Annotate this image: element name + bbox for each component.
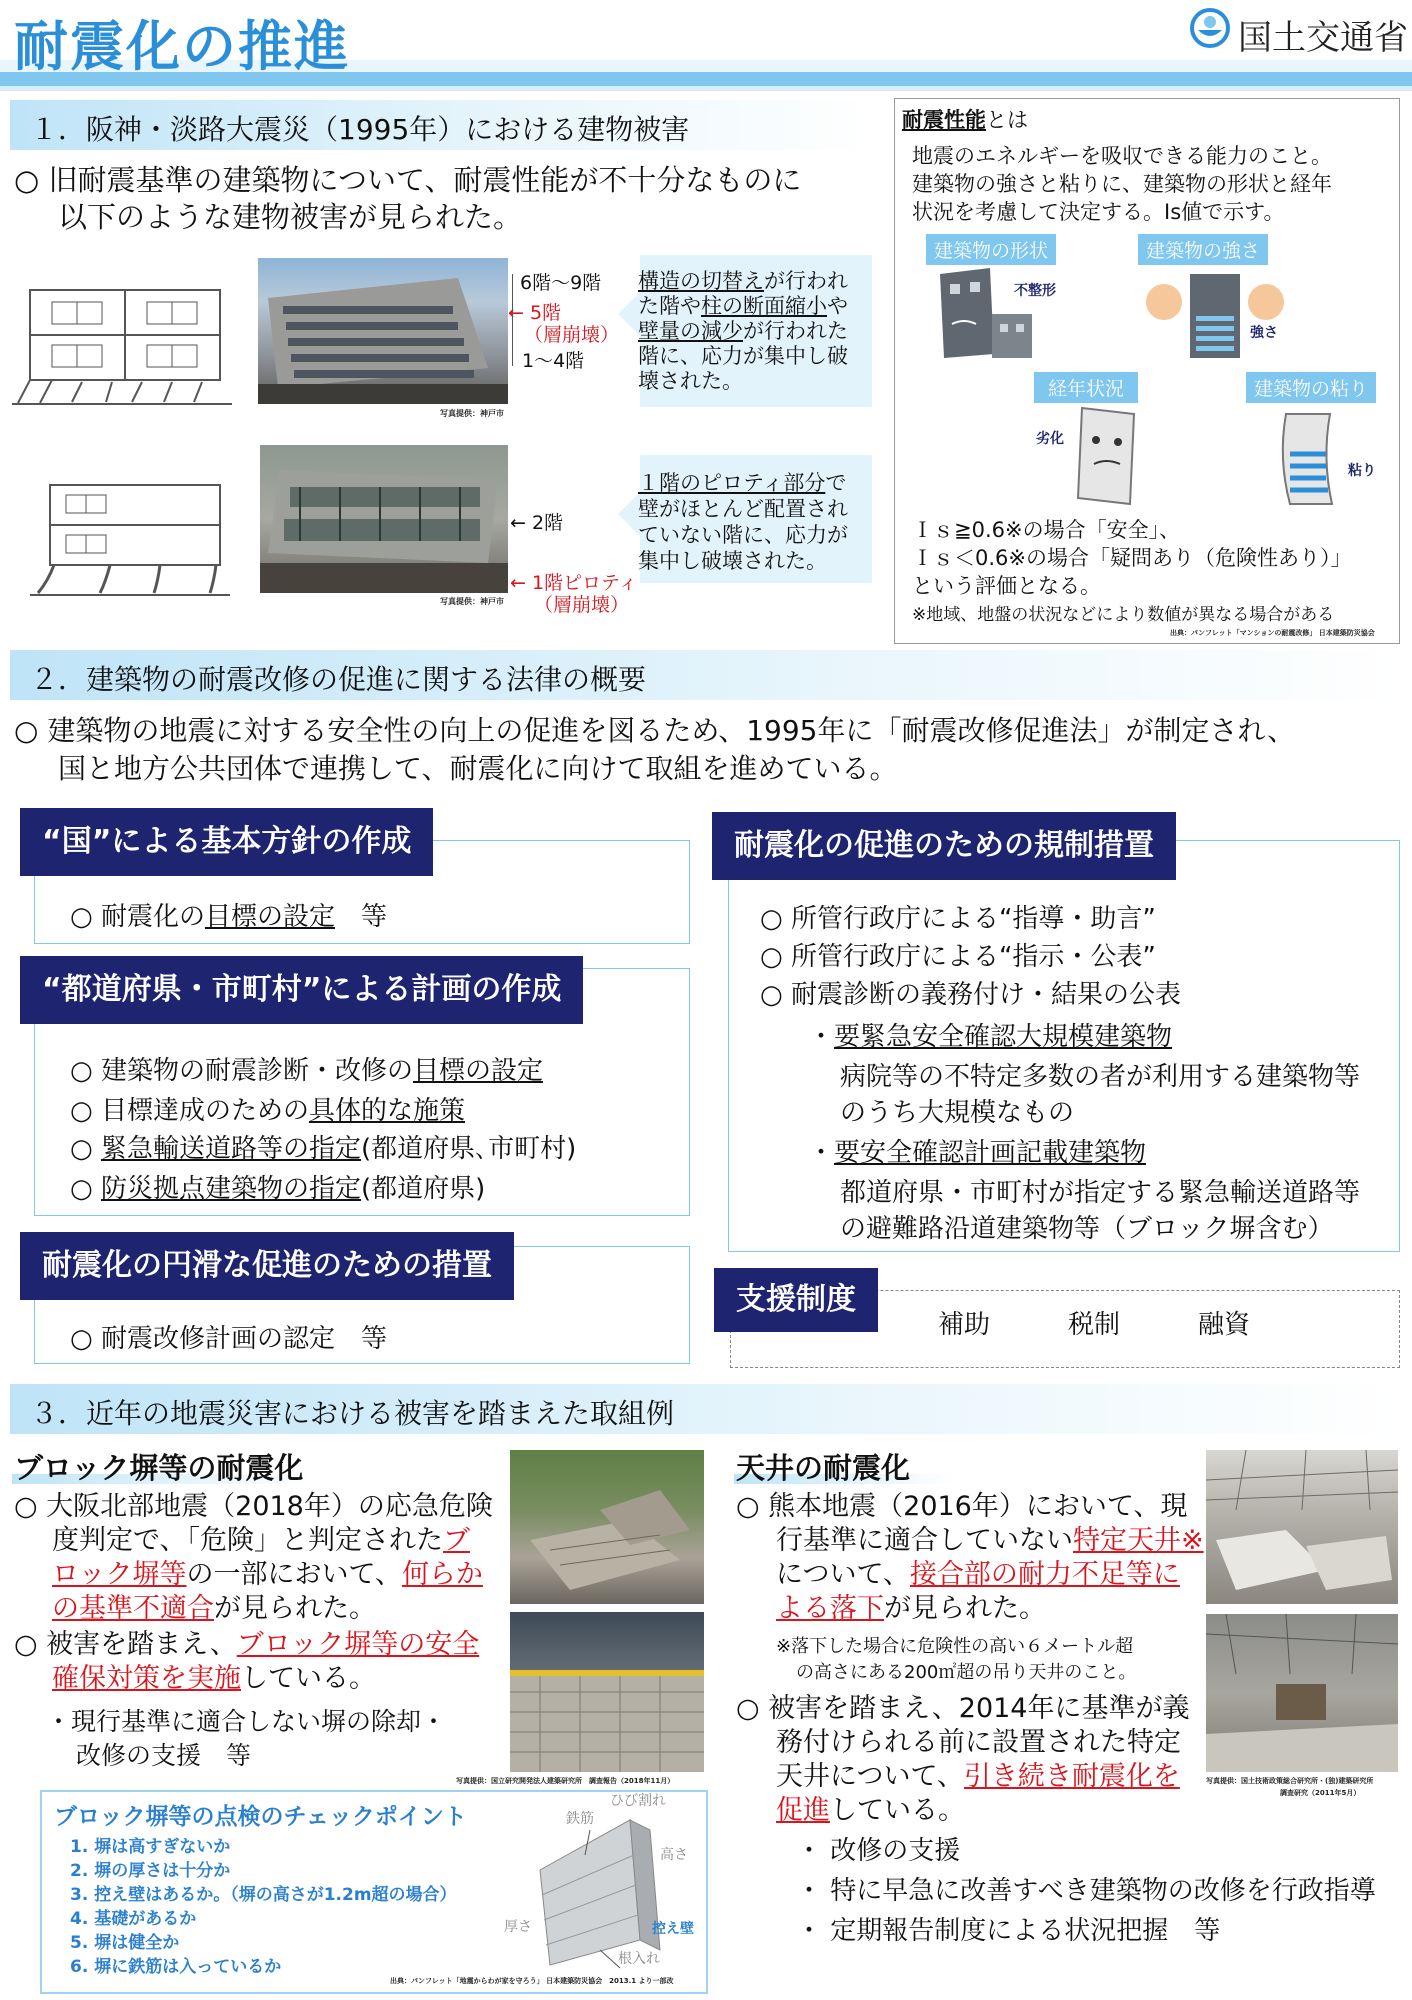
building-sketch-2 (30, 475, 230, 600)
diagram-label-thickness: 厚さ (504, 1919, 532, 1935)
national-policy-item: ○ 耐震化の目標の設定 等 (70, 902, 387, 932)
performance-desc-line3: 状況を考慮して決定する。Is値で示す。 (912, 200, 1285, 224)
case1-callout-arrow (618, 292, 640, 336)
section1-heading: １．阪神・淡路大震災（1995年）における建物被害 (30, 113, 690, 146)
checkpoint-item5: 5. 塀は健全か (70, 1933, 180, 1953)
support-system-title: 支援制度 (714, 1268, 878, 1332)
checkpoint-title: ブロック塀等の点検のチェックポイント (54, 1804, 467, 1830)
block-p1-line1: ○ 大阪北部地震（2018年）の応急危険 (14, 1491, 493, 1522)
case1-callout-line1: 構造の切替えが行われ (638, 269, 848, 293)
block-p1-line4: の基準不適合が見られた。 (52, 1593, 376, 1624)
regulation-sub1-desc1: 病院等の不特定多数の者が利用する建築物等 (840, 1062, 1361, 1092)
support-item-subsidy: 補助 (938, 1310, 991, 1340)
tag-aging: 経年状況 (1034, 372, 1138, 403)
case1-label-lower-floors: 1～4階 (522, 350, 585, 372)
collapsed-block-wall-photo (510, 1450, 704, 1604)
case2-callout-line1: １階のピロティ部分で (638, 471, 847, 495)
case1-callout-line3: 壁量の減少が行われた (638, 319, 848, 343)
diagram-label-height: 高さ (660, 1847, 688, 1863)
damaged-building-photo-1 (258, 258, 508, 404)
block-p2-line1: ○ 被害を踏まえ、ブロック塀等の安全 (14, 1629, 480, 1660)
local-plan-item1: ○ 建築物の耐震診断・改修の目標の設定 (70, 1056, 543, 1086)
checkpoint-item1: 1. 塀は高すぎないか (70, 1837, 231, 1857)
tag-building-strength: 建築物の強さ (1138, 234, 1268, 265)
diagram-label-buttress: 控え壁 (652, 1921, 694, 1937)
regulation-sub2: ・要安全確認計画記載建築物 (808, 1138, 1147, 1168)
is-value-conclusion: という評価となる。 (912, 574, 1101, 598)
section2-heading: ２．建築物の耐震改修の促進に関する法律の概要 (30, 663, 647, 696)
aged-building-icon (1060, 400, 1160, 510)
checkpoint-item2: 2. 塀の厚さは十分か (70, 1861, 231, 1881)
section1-bullet-line1: ○ 旧耐震基準の建築物について、耐震性能が不十分なものに (14, 163, 802, 197)
is-value-doubt: Ｉｓ＜0.6※の場合「疑問あり（危険性あり）」 (912, 546, 1352, 570)
case2-label-collapse: （層崩壊） (534, 594, 630, 616)
smooth-promotion-item: ○ 耐震改修計画の認定 等 (70, 1324, 387, 1354)
local-plan-item2: ○ 目標達成のための具体的な施策 (70, 1096, 465, 1126)
ceiling-p2-line4: 促進している。 (776, 1795, 965, 1826)
tag-building-ductility: 建築物の粘り (1246, 372, 1376, 403)
checkpoint-item3: 3. 控え壁はあるか。（塀の高さが1.2m超の場合） (70, 1885, 457, 1905)
fallen-ceiling-photo-1 (1206, 1450, 1398, 1604)
label-deterioration: 劣化 (1036, 431, 1064, 447)
performance-note: ※地域、地盤の状況などにより数値が異なる場合がある (912, 605, 1335, 625)
block-p1-line3: ロック塀等の一部において、何らか (52, 1559, 483, 1590)
section3-heading: ３．近年の地震災害における被害を踏まえた取組例 (30, 1397, 675, 1430)
ceiling-support-item3: ・ 定期報告制度による状況把握 等 (796, 1916, 1221, 1946)
regulation-sub2-desc2: の避難路沿道建築物等（ブロック塀含む） (840, 1214, 1334, 1244)
block-wall-diagram (530, 1800, 690, 1970)
damaged-building-photo-2 (260, 445, 508, 593)
smooth-promotion-title: 耐震化の円滑な促進のための措置 (20, 1232, 514, 1300)
regulation-title: 耐震化の促進のための規制措置 (712, 812, 1176, 880)
page-title: 耐震化の推進 (14, 15, 350, 78)
case2-callout-line3: ていない階に、応力が (638, 523, 848, 547)
support-item-financing: 融資 (1198, 1310, 1251, 1340)
national-policy-title: “国”による基本方針の作成 (20, 808, 433, 876)
block-wall-photo (510, 1612, 704, 1772)
local-plan-item3: ○ 緊急輸送道路等の指定(都道府県､市町村) (70, 1134, 577, 1164)
block-wall-title: ブロック塀等の耐震化 (14, 1451, 304, 1485)
case2-callout-line2: 壁がほとんど配置され (638, 497, 848, 521)
performance-desc-line1: 地震のエネルギーを吸収できる能力のこと。 (912, 144, 1332, 168)
ceiling-p1-line2: 行基準に適合していない特定天井※ (776, 1525, 1204, 1556)
label-strength: 強さ (1250, 325, 1278, 341)
performance-desc-line2: 建築物の強さと粘りに、建築物の形状と経年 (912, 172, 1332, 196)
diagram-label-crack: ひび割れ (610, 1793, 666, 1809)
block-p3-line1: ・現行基準に適合しない塀の除却・ (46, 1707, 447, 1736)
support-item-tax: 税制 (1068, 1310, 1121, 1340)
is-value-safe: Ｉｓ≧0.6※の場合「安全」、 (912, 518, 1181, 542)
case2-callout-arrow (618, 492, 640, 536)
block-photo-credit: 写真提供：国立研究開発法人建築研究所 調査報告（2018年11月） (456, 1777, 675, 1785)
local-plan-title: “都道府県・市町村”による計画の作成 (20, 956, 583, 1024)
case2-label-piloti: ← 1階ピロティ (510, 572, 638, 594)
performance-title: 耐震性能とは (902, 108, 1028, 132)
strong-building-icon (1140, 262, 1290, 362)
diagram-label-embedment: 根入れ (618, 1951, 660, 1967)
header-band-light (0, 86, 1412, 91)
case1-bracket (512, 274, 521, 366)
ceiling-support-item1: ・ 改修の支援 (796, 1836, 961, 1866)
regulation-sub1: ・要緊急安全確認大規模建築物 (808, 1022, 1173, 1052)
checkpoint-item6: 6. 塀に鉄筋は入っているか (70, 1957, 282, 1977)
block-p3-line2: 改修の支援 等 (76, 1741, 252, 1770)
photo-credit-1: 写真提供：神戸市 (440, 409, 504, 418)
case1-label-upper-floors: 6階～9階 (520, 272, 602, 294)
section2-intro-line2: 国と地方公共団体で連携して、耐震化に向けて取組を進めている。 (58, 752, 898, 785)
checkpoint-item4: 4. 基礎があるか (70, 1909, 197, 1929)
case1-label-5th-floor: ← 5階 (508, 302, 562, 324)
regulation-sub1-desc2: のうち大規模なもの (840, 1098, 1075, 1128)
ceiling-p1-line1: ○ 熊本地震（2016年）において、現 (736, 1491, 1188, 1522)
case1-callout-line5: 壊された。 (638, 369, 743, 393)
regulation-item1: ○ 所管行政庁による“指導・助言” (760, 904, 1156, 934)
ceiling-note-line1: ※落下した場合に危険性の高い６メートル超 (776, 1636, 1134, 1657)
ceiling-note-line2: の高さにある200㎡超の吊り天井のこと。 (796, 1662, 1137, 1683)
fallen-ceiling-photo-2 (1206, 1614, 1398, 1772)
irregular-building-icon (930, 264, 1050, 364)
case2-callout-line4: 集中し破壊された。 (638, 549, 827, 573)
ceiling-title: 天井の耐震化 (736, 1451, 911, 1485)
diagram-label-rebar: 鉄筋 (566, 1811, 594, 1827)
block-p2-line2: 確保対策を実施している。 (52, 1663, 376, 1694)
ceiling-photo-credit-line2: 調査研究（2011年5月） (1280, 1789, 1361, 1797)
case2-label-2nd-floor: ← 2階 (510, 512, 564, 534)
ministry-name: 国土交通省 (1238, 18, 1408, 58)
ministry-logo-icon (1190, 8, 1230, 48)
regulation-item3: ○ 耐震診断の義務付け・結果の公表 (760, 980, 1181, 1010)
checkpoint-source: 出典：パンフレット「地震からわが家を守ろう」 日本建築防災協会 2013.1 より一部改 (390, 1977, 674, 1985)
ceiling-p1-line3: について、接合部の耐力不足等に (776, 1559, 1180, 1590)
regulation-sub2-desc1: 都道府県・市町村が指定する緊急輸送道路等 (840, 1178, 1361, 1208)
case1-callout-line4: 階に、応力が集中し破 (638, 344, 848, 368)
label-irregular: 不整形 (1014, 283, 1056, 299)
section2-intro-line1: ○ 建築物の地震に対する安全性の向上の促進を図るため、1995年に「耐震改修促進法」が制定され、 (14, 714, 1296, 747)
ceiling-p2-line1: ○ 被害を踏まえ、2014年に基準が義 (736, 1693, 1190, 1724)
case1-callout-line2: た階や柱の断面縮小や (638, 294, 848, 318)
block-p1-line2: 度判定で、「危険」と判定されたブ (52, 1525, 470, 1556)
performance-source: 出典：パンフレット「マンションの耐震改修」 日本建築防災協会 (1170, 629, 1375, 637)
section1-bullet-line2: 以下のような建物被害が見られた。 (58, 200, 523, 234)
building-sketch-1 (12, 278, 232, 408)
ceiling-support-item2: ・ 特に早急に改善すべき建築物の改修を行政指導 (796, 1876, 1376, 1906)
ceiling-p2-line3: 天井について、引き続き耐震化を (776, 1761, 1180, 1792)
local-plan-item4: ○ 防災拠点建築物の指定(都道府県) (70, 1174, 486, 1204)
case1-label-collapse: （層崩壊） (524, 324, 620, 346)
ceiling-p1-line4: よる落下が見られた。 (776, 1593, 1046, 1624)
tag-building-shape: 建築物の形状 (926, 234, 1056, 265)
regulation-item2: ○ 所管行政庁による“指示・公表” (760, 942, 1156, 972)
photo-credit-2: 写真提供：神戸市 (440, 597, 504, 606)
label-ductility: 粘り (1348, 463, 1376, 479)
ceiling-p2-line2: 務付けられる前に設置された特定 (776, 1727, 1181, 1758)
ductile-building-icon (1250, 404, 1370, 514)
ceiling-photo-credit-line1: 写真提供：国土技術政策総合研究所・(独)建築研究所 (1206, 1777, 1374, 1785)
